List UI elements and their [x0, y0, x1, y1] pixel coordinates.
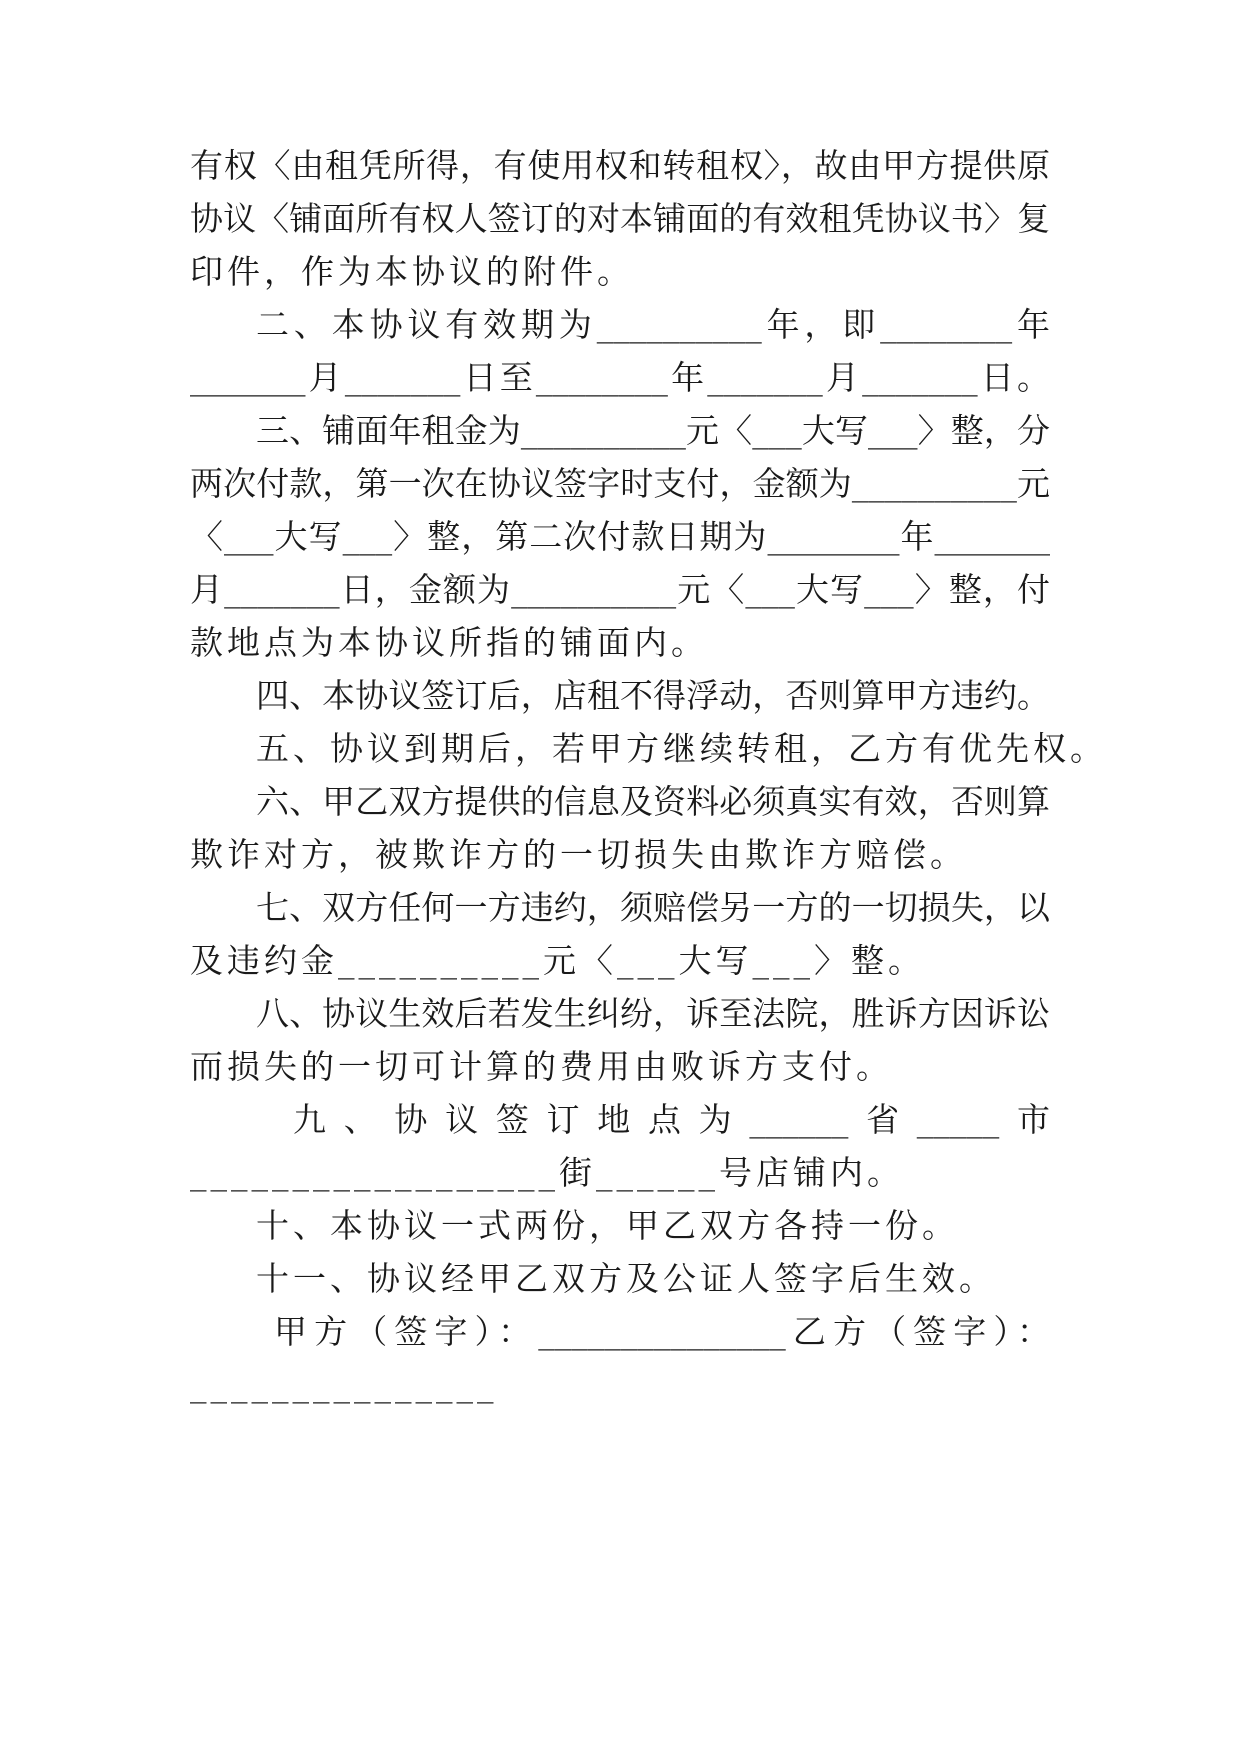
clause-8-line: 而损失的一切可计算的费用由败诉方支付。 [190, 1047, 893, 1086]
clause-4-line: 四、本协议签订后，店租不得浮动，否则算甲方违约。 [256, 676, 1050, 715]
clause-9-line: 九、协议签订地点为______省_____市 [293, 1100, 1050, 1139]
clause-3-line: 〈___大写___〉整，第二次付款日期为________年_______ [190, 517, 1050, 556]
clause-10-line: 十、本协议一式两份，甲乙双方各持一份。 [256, 1206, 959, 1245]
paragraph-line: 印件，作为本协议的附件。 [190, 252, 634, 291]
clause-8-line: 八、协议生效后若发生纠纷，诉至法院，胜诉方因诉讼 [256, 994, 1050, 1033]
signature-line: 甲方（签字）：_______________乙方（签字）： [274, 1312, 1050, 1351]
clause-6-line: 六、甲乙双方提供的信息及资料必须真实有效，否则算 [256, 782, 1050, 821]
clause-2-line: _______月_______日至________年_______月_______日。 [190, 358, 1051, 397]
clause-7-line: 及违约金__________元〈___大写___〉整。 [190, 941, 925, 980]
clause-9-line: __________________街______号店铺内。 [190, 1153, 904, 1192]
clause-3-line: 两次付款，第一次在协议签字时支付，金额为__________元 [190, 464, 1050, 503]
clause-6-line: 欺诈对方，被欺诈方的一切损失由欺诈方赔偿。 [190, 835, 967, 874]
clause-3-line: 月_______日，金额为__________元〈___大写___〉整，付 [190, 570, 1050, 609]
clause-3-line: 款地点为本协议所指的铺面内。 [190, 623, 708, 662]
clause-2-line: 二、本协议有效期为__________年，即________年 [256, 305, 1050, 344]
clause-3-line: 三、铺面年租金为__________元〈___大写___〉整，分 [256, 411, 1050, 450]
paragraph-line: 有权〈由租凭所得，有使用权和转租权〉，故由甲方提供原 [190, 146, 1050, 185]
signature-blank: _______________ [190, 1365, 498, 1404]
clause-5-line: 五、协议到期后，若甲方继续转租，乙方有优先权。 [256, 729, 1107, 768]
clause-11-line: 十一、协议经甲乙双方及公证人签字后生效。 [256, 1259, 996, 1298]
paragraph-line: 协议〈铺面所有权人签订的对本铺面的有效租凭协议书〉复 [190, 199, 1050, 238]
clause-7-line: 七、双方任何一方违约，须赔偿另一方的一切损失，以 [256, 888, 1050, 927]
